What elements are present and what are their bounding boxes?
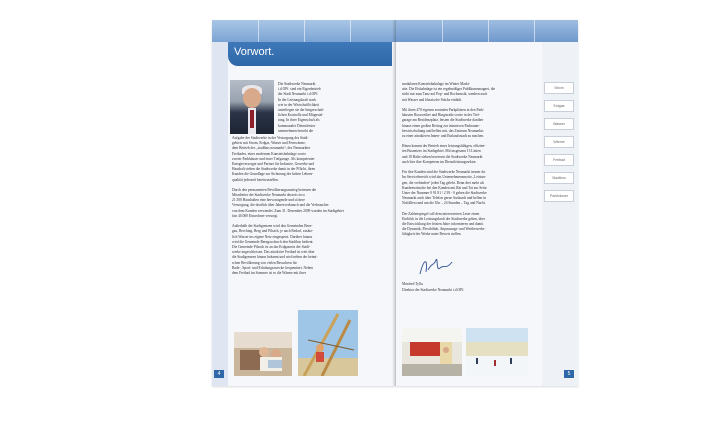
- text-line: gen, die verbinden“ jeden Tag gelebt. Denn drei mehr als: [402, 180, 485, 185]
- text-line: wird die Gemeinde Berngau durch den Stadtbus bedient.: [232, 239, 314, 244]
- text-line: dem Freibad im Sommer ist es die Wärme mit ihrer: [232, 270, 307, 275]
- ice-rink-photo: [466, 328, 528, 376]
- tab-waerme[interactable]: Wärme: [544, 136, 574, 148]
- text-line: Bade-, Sport- und Erholungszwecke frequentiert. Neben: [232, 265, 313, 270]
- text-line: die Entwicklung der letzten Jahre informieren und damit: [402, 222, 484, 227]
- text-line: Für ihre Kunden sind die Stadtwerke Neumarkt immer da.: [402, 170, 486, 175]
- text-line: häusern Rossweiher und Ringstraße sowie in der Tief-: [402, 113, 480, 118]
- text-line: Kundenwünsche bei den Kunden mit Rat und Tat zur Seite.: [402, 185, 488, 190]
- text-line: Haushalt stehen die Stadtwerke damit in der Pflicht, ihren: [232, 167, 316, 172]
- text-line: lichen Kontrolle und Mitgestal-: [278, 113, 324, 118]
- text-line: 21.500 Haushalten eine hervorragende und sichere: [232, 198, 305, 203]
- tab-erdgas[interactable]: Erdgas: [544, 100, 574, 112]
- text-line: auch hier ihre Kompetenz im Dienstleistungssektor.: [402, 159, 477, 164]
- text-line: Die Stadtwerke Neumarkt: [278, 82, 316, 86]
- text-line: garage am Residenzplatz, leisten die Stadtwerke darüber: [402, 118, 484, 123]
- text-line: Unter der Nummer 0 91 81 / 2 39 - 0 gehen die Stadtwerke: [402, 190, 487, 195]
- text-line: unterliegen sie der bürgerschaft-: [278, 107, 325, 112]
- text-line: unternehmen besteht die: [278, 128, 314, 133]
- right-page-number: 5: [564, 370, 574, 378]
- text-line: dem Betrieb des „stadtbus neumarkt“, des Neumarkter: [232, 146, 311, 151]
- left-side-strip: [212, 42, 228, 386]
- text-line: zweier Parkhäuser und einer Tiefgarage. Als kompetenter: [232, 156, 315, 161]
- text-line: von dem Kunden verwendet. Zum 31. Dezember 2009 wurden im Stadtgebiet: [232, 208, 344, 213]
- right-body-text: [402, 82, 540, 238]
- director-signature: [416, 252, 456, 280]
- text-line: Mit ihren 470 eigenen zentralen Parkplätzen in den Park-: [402, 107, 485, 112]
- text-line: wie in der Wirtschaftlichkeit: [278, 102, 320, 107]
- text-line: i.d.OPf. sind ein Eigenbetrieb: [278, 87, 321, 92]
- right-page: [396, 20, 578, 386]
- right-top-band: [396, 20, 578, 42]
- text-line: ten Busnetzes im Stadtgebiet. Mit insgesamt 13 Linien: [402, 149, 481, 154]
- signature-title: Direktor der Stadtwerke Neumarkt i.d.OPf.: [402, 288, 465, 292]
- text-line: Im Servicebereich wird das Unternehmensmotto „Leistun-: [402, 175, 487, 180]
- text-line: kommunaler Dienstleister: [278, 123, 316, 128]
- text-line: gebiets mit Strom, Erdgas, Wasser und Fernwärme,: [232, 141, 306, 146]
- text-line: bewirtschaftung und helfen mit, das Zentrum Neumarkts: [402, 128, 484, 133]
- text-line: fast 40.000 Einwohner versorgt.: [232, 213, 279, 218]
- tab-stadtbus[interactable]: Stadtbus: [544, 172, 574, 184]
- text-line: Der Zahlenspiegel soll dem interessierten Leser einen: [402, 211, 480, 216]
- text-line: mit Wasser und klassische Stücke einlädt.: [402, 97, 462, 102]
- page-title: Vorwort.: [234, 46, 275, 58]
- text-line: Außerhalb der Stadtgrenzen wird den Gemeinden Bern-: [232, 224, 313, 229]
- tab-freibad[interactable]: Freibad: [544, 154, 574, 166]
- text-line: fähigkeit der Werke unter Beweis stellen.: [402, 232, 462, 237]
- text-line: die Dynamik, Flexibilität, Anpassungs- und Wettbewerbs-: [402, 227, 486, 232]
- text-line: Kunden die Grundlage zur Sicherung der hohen Lebens-: [232, 172, 314, 177]
- text-line: Versorgung, die deutlich über Jahresverbrauch und die Verbraucher: [232, 203, 329, 208]
- text-line: Aufgabe der Stadtwerke in der Versorgung des Stadt-: [232, 136, 309, 140]
- text-line: Mitarbeiter der Stadtwerke Neumarkt derzeit circa: [232, 193, 305, 198]
- director-portrait: [230, 80, 274, 134]
- text-line: gau, Berching, Berg und Pilsach, je nach Bedarf, zusätz-: [232, 229, 314, 234]
- tab-wasser[interactable]: Wasser: [544, 118, 574, 130]
- text-line: Freibades, einer modernen Kunsteisbahnlage sowie: [232, 151, 306, 156]
- text-line: und 18 Halte sieben bewiesen die Stadtwerke Neumarkt: [402, 154, 483, 159]
- left-page: [212, 20, 396, 386]
- title-banner: [228, 42, 392, 66]
- text-line: zu einer attraktiven Innen- und Einkaufsstadt zu machen.: [402, 133, 485, 138]
- left-body-text: [232, 136, 390, 276]
- playground-photo: [298, 310, 358, 376]
- left-page-number: 4: [214, 370, 224, 378]
- text-line: Die Gemeinde Pilsach ist an das Erdgasnetz der Stadt-: [232, 244, 311, 249]
- intro-text: [278, 82, 390, 134]
- text-line: In der Leistungskraft stark: [278, 97, 317, 102]
- family-reading-photo: [234, 332, 292, 376]
- signature-name: Manfred Tylla,: [402, 282, 424, 286]
- tab-parkhaeuser[interactable]: Parkhäuser: [544, 190, 574, 202]
- open-brochure: [212, 20, 578, 388]
- text-line: lich Wasser ins eigene Netz eingespeist. Darüber hinaus: [232, 234, 313, 239]
- section-tabs: [544, 82, 574, 208]
- text-line: Durch den permanenten Bevölkerungsanstieg betreuen die: [232, 187, 317, 192]
- text-line: schen Bevölkerung von vielen Besuchern für: [232, 260, 297, 265]
- text-line: Einblick in die Leistungskraft der Stadtwerke geben, über: [402, 216, 486, 221]
- text-line: die Stadtgrenzen hinaus bekannt und wird neben der heimi-: [232, 255, 318, 260]
- text-line: tung. In ihrer Eigenschaft als: [278, 118, 320, 123]
- text-line: hinaus einen großen Beitrag zur intensiven Parkraum-: [402, 123, 480, 128]
- text-line: Neumarkt auch über Telefon gerne Auskunft und helfen in: [402, 196, 486, 201]
- text-line: der Stadt Neumarkt i.d.OPf.: [278, 92, 319, 97]
- text-line: qualität jederzeit bereitzustellen.: [232, 177, 279, 182]
- left-top-band: [212, 20, 396, 42]
- text-line: Notfällen rund um die Uhr – 24 Stunden – Tag und Nacht.: [402, 201, 486, 206]
- text-line: Hinzu kommt der Betrieb eines leistungsfähigen, effizien-: [402, 144, 486, 149]
- text-line: modularen Kunsteisbahnlage im Winter Markt-: [402, 82, 471, 86]
- text-line: nicht nur zum Tanz auf Pop- und Rockmusik, sondern auch: [402, 92, 488, 97]
- text-line: atte. Die Eisbahnlage ist ein regelmäßiger Publikumsmagnet, die: [402, 87, 496, 92]
- text-line: werke angeschlossen. Das attraktive Freibad ist weit über: [232, 250, 315, 255]
- text-line: Energieversorger und Partner für Industrie, Gewerbe und: [232, 161, 314, 166]
- service-center-photo: [402, 328, 462, 376]
- tab-strom[interactable]: Strom: [544, 82, 574, 94]
